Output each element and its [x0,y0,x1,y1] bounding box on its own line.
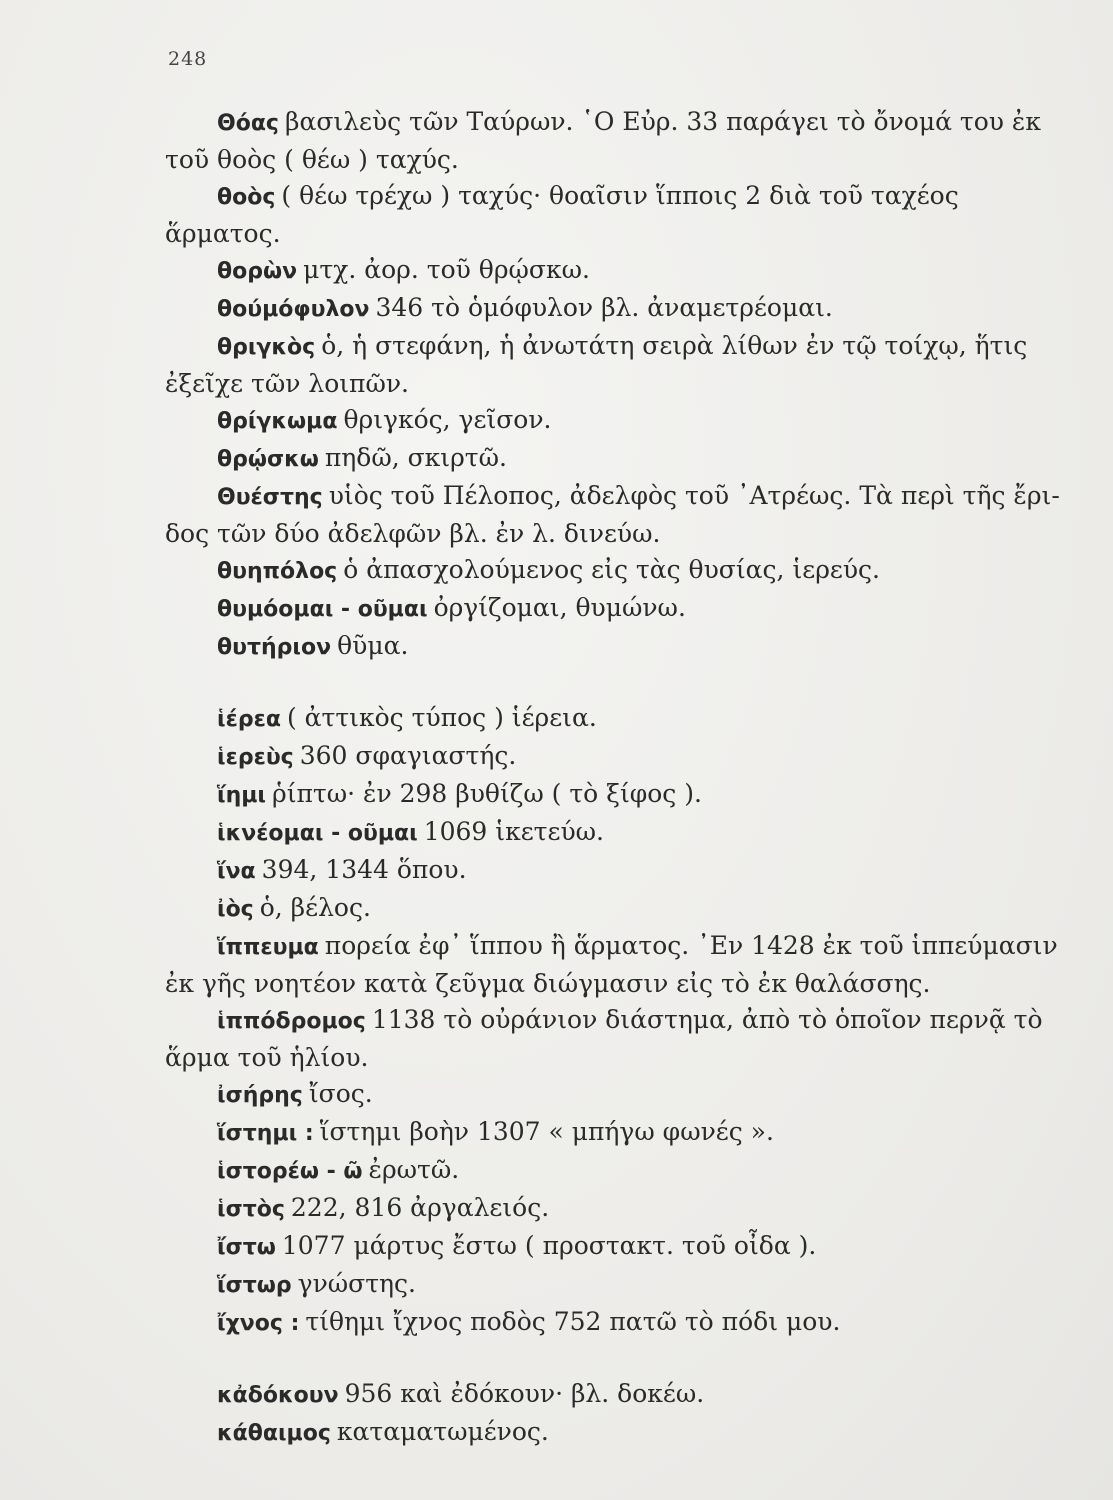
entry-first-line [165,290,1015,328]
entry-definition: ἵστημι βοὴν 1307 « μπήγω φωνές ». [319,1117,774,1146]
entry-definition: 394, 1344 ὅπου. [261,855,467,884]
entry-headword: θούμόφυλον [217,297,370,322]
entry-first-line [165,252,1015,290]
entry-first-line [165,1304,1015,1342]
entry-first-line [165,1376,1015,1414]
dictionary-entry [165,1228,1015,1266]
dictionary-entry [165,552,1015,590]
entry-headword: Θυέστης [217,485,323,510]
entry-first-line [165,104,1041,142]
entry-first-line [165,1002,1043,1040]
entry-definition: ῥίπτω· ἐν 298 βυθίζω ( τὸ ξίφος ). [272,779,702,808]
entry-headword: ἵστωρ [217,1273,292,1298]
entry-definition: υἱὸς τοῦ Πέλοπος, ἀδελφὸς τοῦ ᾿Ατρέως. Τὰ περὶ τῆς ἔρι- [328,481,1060,510]
entry-headword: κἀδόκουν [217,1383,339,1408]
entry-definition: ( θέω τρέχω ) ταχύς· θοαῖσιν ἵπποις 2 διὰ τοῦ ταχέος [281,181,959,210]
dictionary-entry [165,290,1015,328]
dictionary-entry [165,402,1015,440]
entry-definition: καταματωμένος. [336,1417,549,1446]
group-gap [165,666,1015,700]
entry-first-line [165,590,1015,628]
entry-definition: θῦμα. [337,631,409,660]
dictionary-entry [165,776,1015,814]
entry-first-line [165,1114,1015,1152]
entry-headword: θυτήριον [217,635,332,660]
dictionary-entry [165,814,1015,852]
entry-group-kappa [165,1376,1015,1452]
dictionary-entry [165,440,1015,478]
entry-definition: 360 σφαγιαστής. [299,741,517,770]
dictionary-entry [165,478,1060,552]
entry-definition: ἐρωτῶ. [368,1155,460,1184]
entry-first-line [165,890,1015,928]
entry-headword: θοὸς [217,185,276,210]
entry-headword: ἴχνος : [217,1311,300,1336]
dictionary-entry [165,1152,1015,1190]
entry-continuation: τοῦ θοὸς ( θέω ) ταχύς. [165,145,459,174]
dictionary-entry [165,1076,1015,1114]
entry-continuation: ἅρμα τοῦ ἡλίου. [165,1043,369,1072]
entry-headword: θυηπόλος [217,559,338,584]
entry-headword: θορὼν [217,259,298,284]
entry-first-line [165,928,1058,966]
entry-continuation: ἐκ γῆς νοητέον κατὰ ζεῦγμα διώγμασιν εἰς τὸ ἐκ θαλάσσης. [165,969,931,998]
dictionary-entry [165,1266,1015,1304]
entry-definition: 1138 τὸ οὐράνιον διάστημα, ἀπὸ τὸ ὁποῖον περνᾷ τὸ [371,1005,1043,1034]
dictionary-entry [165,104,1041,178]
entry-first-line [165,478,1060,516]
dictionary-entry [165,738,1015,776]
entry-definition: ὀργίζομαι, θυμώνω. [433,593,686,622]
dictionary-entry [165,1414,1015,1452]
dictionary-entry [165,1002,1043,1076]
entry-definition: ( ἀττικὸς τύπος ) ἱέρεια. [286,703,597,732]
entry-definition: βασιλεὺς τῶν Ταύρων. ῾Ο Εὐρ. 33 παράγει τὸ ὄνομά του ἐκ [284,107,1041,136]
entry-headword: ἴστω [217,1235,276,1260]
dictionary-entry [165,1376,1015,1414]
entry-first-line [165,738,1015,776]
entry-definition: πορεία ἐφ᾿ ἵππου ἢ ἅρματος. ᾿Εν 1428 ἐκ τοῦ ἱππεύμασιν [324,931,1058,960]
dictionary-entry [165,628,1015,666]
entry-headword: θρίγκωμα [217,409,338,434]
entry-headword: κάθαιμος [217,1421,331,1446]
entry-headword: θρῴσκω [217,447,319,472]
dictionary-entry [165,852,1015,890]
entry-headword: Θόας [217,111,279,136]
entry-first-line [165,628,1015,666]
dictionary-entry [165,178,1015,252]
entry-definition: μτχ. ἀορ. τοῦ θρῴσκω. [303,255,590,284]
dictionary-entry [165,890,1015,928]
entry-headword: ἵππευμα [217,935,319,960]
entry-headword: ἱερεὺς [217,745,294,770]
dictionary-entry [165,1114,1015,1152]
entry-headword: θριγκὸς [217,335,316,360]
entry-headword: ἵημι [217,783,266,808]
entry-first-line [165,1414,1015,1452]
dictionary-entry [165,252,1015,290]
entry-definition: ὁ ἀπασχολούμενος εἰς τὰς θυσίας, ἱερεύς. [343,555,880,584]
entry-first-line [165,440,1015,478]
entry-first-line [165,402,1015,440]
entry-first-line [165,814,1015,852]
entry-first-line [165,852,1015,890]
entry-headword: ἰσήρης [217,1083,303,1108]
entry-first-line [165,178,1015,216]
entry-headword: ἱστορέω - ῶ [217,1159,363,1184]
entry-continuation: δος τῶν δύο ἀδελφῶν βλ. ἐν λ. δινεύω. [165,519,661,548]
entry-first-line [165,1152,1015,1190]
entry-first-line [165,776,1015,814]
entry-definition: 222, 816 ἀργαλειός. [290,1193,550,1222]
entry-definition: 1069 ἱκετεύω. [423,817,604,846]
entry-first-line [165,328,1028,366]
page-number: 248 [168,48,208,70]
entry-first-line [165,1076,1015,1114]
dictionary-entry [165,700,1015,738]
entry-continuation: ἐξεῖχε τῶν λοιπῶν. [165,369,410,398]
entry-first-line [165,552,1015,590]
entry-definition: 956 καὶ ἐδόκουν· βλ. δοκέω. [344,1379,705,1408]
entry-definition: 346 τὸ ὁμόφυλον βλ. ἀναμετρέομαι. [375,293,833,322]
entry-headword: ἱππόδρομος [217,1009,366,1034]
entry-group-iota [165,700,1058,1342]
entry-continuation: ἅρματος. [165,219,281,248]
entry-headword: ἱκνέομαι - οῦμαι [217,821,418,846]
entry-headword: ἰὸς [217,897,254,922]
entry-headword: ἱστὸς [217,1197,285,1222]
entry-definition: ὁ, βέλος. [259,893,371,922]
entry-headword: θυμόομαι - οῦμαι [217,597,428,622]
dictionary-entry [165,1190,1015,1228]
entry-first-line [165,1266,1015,1304]
group-gap [165,1342,1015,1376]
entry-definition: πηδῶ, σκιρτῶ. [324,443,507,472]
entry-group-theta [165,104,1060,666]
entry-headword: ἱέρεα [217,707,281,732]
entry-first-line [165,1190,1015,1228]
dictionary-entry [165,1304,1015,1342]
dictionary-entry [165,328,1028,402]
dictionary-entry [165,928,1058,1002]
dictionary-entries [165,104,1060,1452]
entry-headword: ἵνα [217,859,256,884]
entry-definition: ὁ, ἡ στεφάνη, ἡ ἀνωτάτη σειρὰ λίθων ἐν τῷ τοίχῳ, ἥτις [321,331,1028,360]
entry-first-line [165,1228,1015,1266]
entry-definition: 1077 μάρτυς ἔστω ( προστακτ. τοῦ οἶδα ). [281,1231,817,1260]
entry-first-line [165,700,1015,738]
entry-definition: ἴσος. [308,1079,373,1108]
entry-definition: γνώστης. [297,1269,416,1298]
dictionary-entry [165,590,1015,628]
entry-headword: ἵστημι : [217,1121,314,1146]
entry-definition: θριγκός, γεῖσον. [343,405,552,434]
entry-definition: τίθημι ἴχνος ποδὸς 752 πατῶ τὸ πόδι μου. [305,1307,841,1336]
